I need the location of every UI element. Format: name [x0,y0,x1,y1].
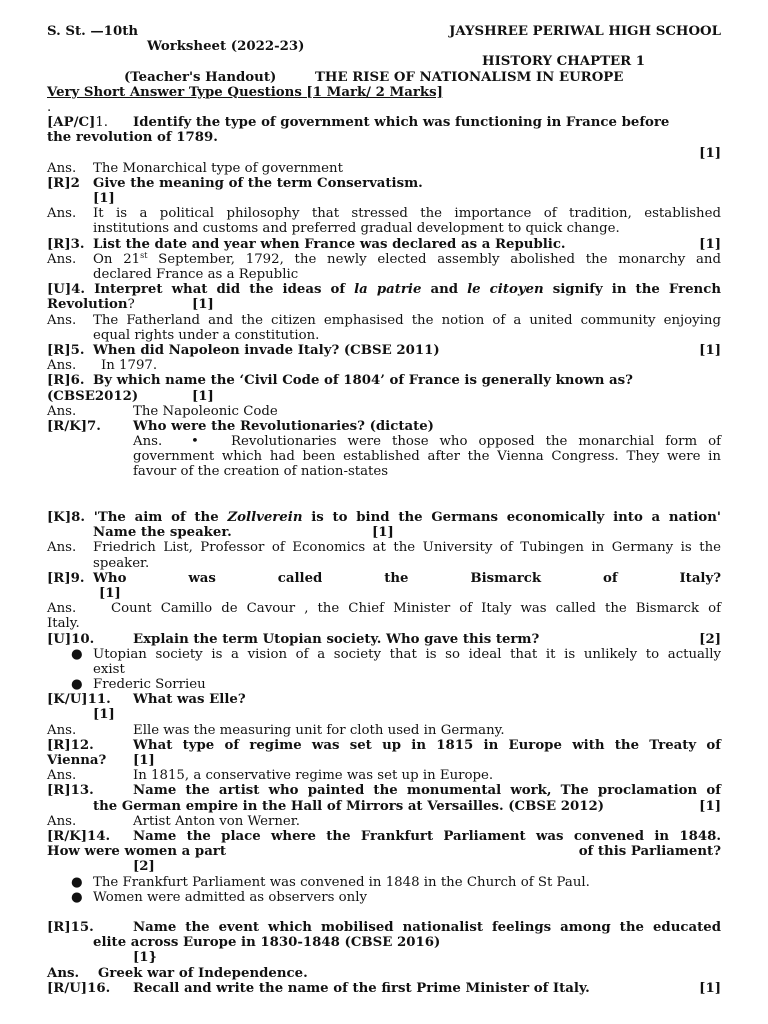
q3-answer-1 [93,252,721,267]
q1-tag: [AP/C] [47,115,96,131]
q15-mark-row [47,950,721,965]
q9-mark: [1] [99,585,121,601]
q8-term: Zollverein [227,510,303,525]
q8-tag: [K]8. [47,510,86,525]
q9-answer-2: Italy. [47,616,80,632]
question-11 [47,692,721,707]
q1-mark: [1] [699,145,721,161]
answer-1 [47,161,721,176]
answer-8-line-1 [47,540,721,555]
q8-text-2: Name the speaker. [93,525,232,541]
q14-text: Name the place where the Frankfurt Parliament was convened in 1848. [133,828,721,844]
q15-ans-label: Ans. [47,965,80,981]
answer-12 [47,768,721,783]
q4-answer-1: The Fatherland and the citizen emphasised the notion of a united community enjoying [93,312,721,328]
worksheet-page [47,24,721,996]
question-14 [47,829,721,844]
q1-mark-row [47,146,721,161]
q5-tag: [R]5. [47,342,85,358]
q2-answer-2: institutions and customs and preferred gradual development to quick change. [93,221,620,237]
ans-label: Ans. [47,768,77,784]
q4-text-c: signify in the French [543,282,721,298]
q4-tag: [U]4. [47,282,86,298]
question-7 [47,419,721,434]
q8-mark: [1] [372,525,394,541]
question-16 [47,981,721,996]
spacer [47,480,721,495]
bullet-icon: ● [71,646,83,662]
q7-text: Who were the Revolutionaries? (dictate) [133,418,434,434]
q14-bullet-2 [47,890,721,905]
q7-answer-3: favour of the creation of nation-states [133,464,389,480]
q2-text: Give the meaning of the term Conservatism. [93,175,423,191]
question-15 [47,920,721,935]
q15-mark: [1} [133,950,158,966]
q7-tag: [R/K]7. [47,418,101,434]
q14-mark-row [47,859,721,874]
q15-text: Name the event which mobilised nationalist feelings among the educated [133,920,721,936]
q10-mark: [2] [699,631,721,647]
q12-mark: [1] [133,753,155,768]
q3-tag: [R]3. [47,236,85,252]
q9-answer-1: Count Camillo de Cavour , the Chief Minister of Italy was called the Bismarck of [111,601,721,617]
q14-text-2a: How were women a part [47,844,226,860]
ans-label: Ans. [47,160,77,176]
question-1-line-1 [47,115,721,130]
question-5 [47,343,721,358]
q14-answer-2: Women were admitted as observers only [93,889,368,905]
q16-text: Recall and write the name of the first Prime Minister of Italy. [133,980,590,996]
q15-tag: [R]15. [47,920,94,936]
q1-text: Identify the type of government which was functioning in France before [133,115,670,131]
q7-answer-1: Revolutionaries were those who opposed the monarchial form of [231,434,721,450]
q11-text: What was Elle? [133,692,246,708]
question-4-line-1 [47,282,721,297]
question-8-line-1 [47,510,721,525]
q10-tag: [U]10. [47,631,95,647]
question-12 [47,738,721,753]
answer-15 [47,966,721,981]
bullet-icon: ● [71,874,83,890]
q6-text: By which name the ‘Civil Code of 1804’ of France is generally known as? [93,373,633,389]
bullet-icon: ● [71,677,83,693]
question-6 [47,373,721,388]
q14-mark: [2] [133,859,155,875]
q12-text: What type of regime was set up in 1815 in Europe with the Treaty of [133,737,721,753]
q13-tag: [R]13. [47,783,94,799]
q1-text-2: the revolution of 1789. [47,130,218,146]
question-6-line-2 [47,389,721,404]
q4-text-b: and [421,282,468,298]
q10-answer-1b: exist [93,661,125,677]
q12-text-2: Vienna? [47,753,107,768]
q10-answer-1a: Utopian society is a vision of a society that is so ideal that it is unlikely to actually [93,646,721,662]
handout-label: (Teacher's Handout) [124,69,277,85]
q4-text-2: Revolution [47,297,128,313]
q1-number: 1. [95,115,109,131]
answer-7-line-2 [47,449,721,464]
question-8-line-2 [47,525,721,540]
q6-text-2: (CBSE2012) [47,388,139,404]
question-10 [47,632,721,647]
q3-answer-2: declared France as a Republic [93,267,299,282]
q14-text-2b: of this Parliament? [578,844,721,860]
school-name: JAYSHREE PERIWAL HIGH SCHOOL [449,24,721,39]
bullet-icon: ● [71,889,83,905]
question-13-line-2 [47,799,721,814]
q9-tag: [R]9. [47,570,85,586]
answer-9-line-1 [47,601,721,616]
q10-bullet-1 [47,647,721,662]
q14-bullet-1 [47,875,721,890]
q8-answer-2: speaker. [93,555,150,571]
section-heading: Very Short Answer Type Questions [1 Mark/ 2 Marks] [47,84,443,100]
q4-answer-2: equal rights under a constitution. [93,327,320,343]
question-3 [47,237,721,252]
q16-tag: [R/U]16. [47,980,111,996]
answer-2-line-2 [47,221,721,236]
q7-bullet: • [191,434,199,450]
q12-answer: In 1815, a conservative regime was set up in Europe. [133,768,494,784]
q2-mark-row [47,191,721,206]
ans-label: Ans. [47,722,77,738]
q11-mark-row [47,707,721,722]
question-13 [47,783,721,798]
answer-5 [47,358,721,373]
q2-mark: [1] [93,191,115,207]
q3-answer-sup: st [140,250,148,260]
question-4-line-2 [47,297,721,312]
q4-mark: [1] [192,297,214,313]
q1-answer: The Monarchical type of government [93,160,343,176]
ans-label: Ans. [47,403,77,419]
question-12-line-2 [47,753,721,768]
answer-6 [47,404,721,419]
q4-term-1: la patrie [354,282,422,298]
answer-7-line-3 [47,464,721,479]
spacer [47,905,721,920]
q4-term-2: le citoyen [467,282,544,298]
header-row-4 [47,70,721,85]
answer-11 [47,723,721,738]
q2-tag: [R]2 [47,175,80,191]
q13-mark: [1] [699,798,721,814]
q6-mark: [1] [192,388,214,404]
q4-text-a: Interpret what did the ideas of [94,282,355,298]
ans-label: Ans. [47,206,77,222]
q13-text: Name the artist who painted the monumental work, The proclamation of [133,783,721,799]
q10-answer-2: Frederic Sorrieu [93,677,206,693]
question-15-line-2 [47,935,721,950]
q9-text: Who was called the Bismarck of Italy? [93,570,721,586]
q3-text: List the date and year when France was declared as a Republic. [93,236,566,252]
question-14-line-2 [47,844,721,859]
subject-label: S. St. —10th [47,24,139,39]
answer-8-line-2 [47,556,721,571]
q8-text-a: 'The aim of the [93,510,228,525]
question-9 [47,571,721,586]
q3-mark: [1] [699,236,721,252]
ans-label: Ans. [47,813,77,829]
q16-mark: [1] [699,980,721,996]
header-row-3 [47,54,721,69]
chapter-title: THE RISE OF NATIONALISM IN EUROPE [315,69,624,85]
ans-label: Ans. [47,601,77,617]
q4-qmark: ? [127,297,135,313]
q3-answer-date: On 21 [93,251,141,267]
q5-text: When did Napoleon invade Italy? (CBSE 2011) [93,342,440,358]
answer-13 [47,814,721,829]
q8-text-b: is to bind the Germans economically into a nation' [302,510,721,525]
q13-answer: Artist Anton von Werner. [133,813,300,829]
q11-tag: [K/U]11. [47,692,111,708]
q7-answer-2: government which had been established after the Vienna Congress. They were in [133,449,721,465]
q10-bullet-1-cont [47,662,721,677]
answer-3-line-2 [47,267,721,282]
q8-answer-1: Friedrich List, Professor of Economics at the University of Tubingen in Germany is the [93,540,721,556]
q5-mark: [1] [699,342,721,358]
ans-label: Ans. [47,251,77,267]
q14-tag: [R/K]14. [47,828,111,844]
answer-4-line-2 [47,328,721,343]
q9-mark-row [47,586,721,601]
q6-answer: The Napoleonic Code [133,403,278,419]
stray-dot: . [47,99,52,115]
q11-answer: Elle was the measuring unit for cloth used in Germany. [133,722,505,738]
answer-4-line-1 [47,313,721,328]
q14-answer-1: The Frankfurt Parliament was convened in 1848 in the Church of St Paul. [93,874,590,890]
q3-answer-rest: September, 1792, the newly elected assembly abolished the monarchy and [147,251,721,267]
question-2 [47,176,721,191]
answer-3-line-1 [47,252,721,267]
worksheet-label: Worksheet (2022-23) [147,39,305,55]
header-row-2 [47,39,721,54]
q11-mark: [1] [93,707,115,723]
q5-answer: In 1797. [101,358,158,374]
q7-ans-label: Ans. [133,434,163,450]
q12-tag: [R]12. [47,737,94,753]
header-row-1 [47,24,721,39]
q10-bullet-2 [47,677,721,692]
q10-text: Explain the term Utopian society. Who gave this term? [133,631,540,647]
ans-label: Ans. [47,358,77,374]
ans-label: Ans. [47,540,77,556]
q15-text-2: elite across Europe in 1830-1848 (CBSE 2016) [93,935,441,951]
q6-tag: [R]6. [47,373,85,389]
q15-answer: Greek war of Independence. [98,965,308,981]
spacer [47,495,721,510]
q13-text-2: the German empire in the Hall of Mirrors at Versailles. (CBSE 2012) [93,798,605,814]
answer-7-line-1 [47,434,721,449]
answer-2-line-1 [47,206,721,221]
chapter-label: HISTORY CHAPTER 1 [482,54,646,70]
q2-answer-1: It is a political philosophy that stressed the importance of tradition, established [93,206,721,222]
ans-label: Ans. [47,312,77,328]
